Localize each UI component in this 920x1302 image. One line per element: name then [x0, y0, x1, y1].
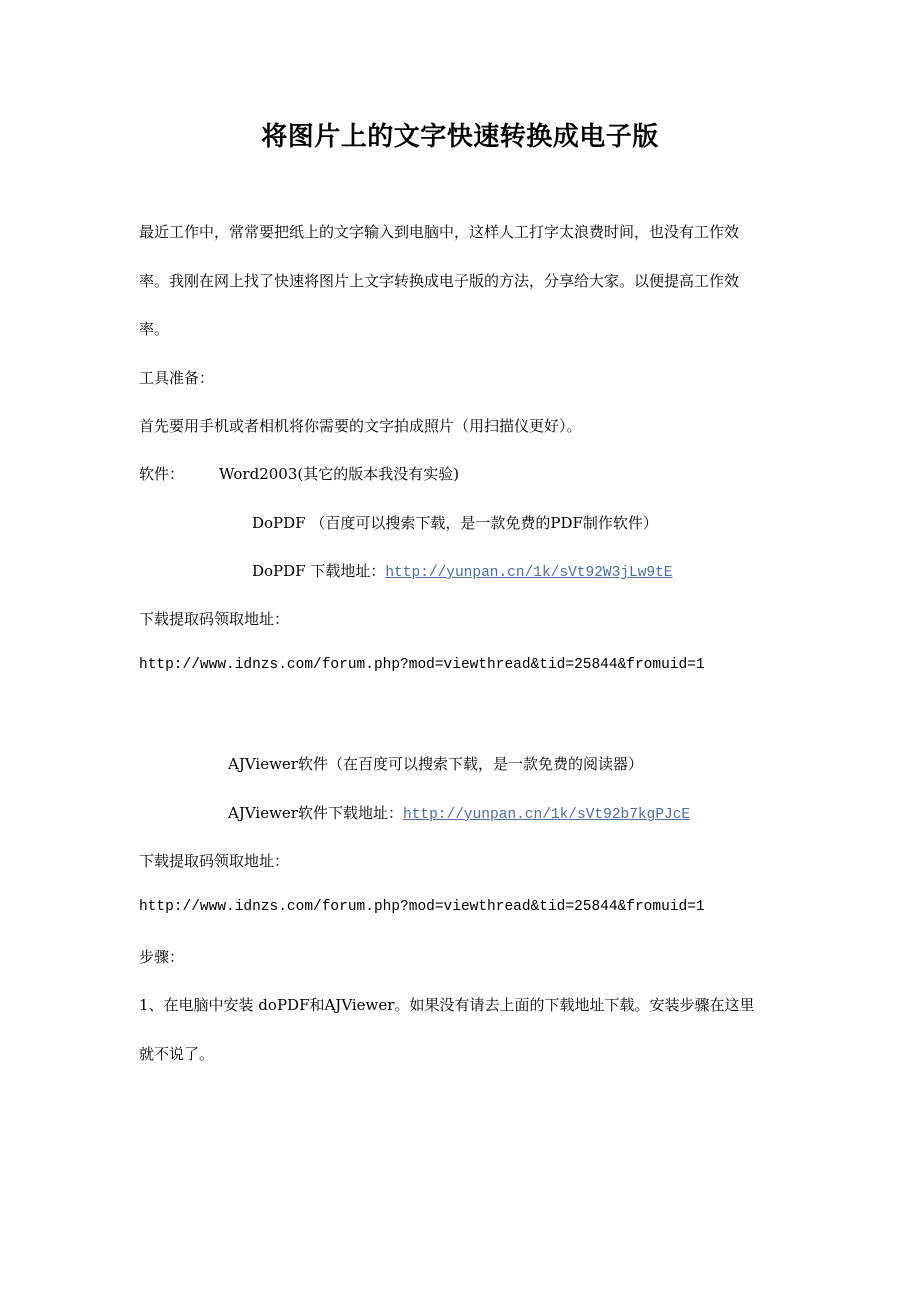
ajviewer-download-link[interactable]: http://yunpan.cn/1k/sVt92b7kgPJcE — [402, 807, 691, 823]
code-label-2: 下载提取码领取地址： — [139, 852, 290, 870]
dopdf-download-link[interactable]: http://yunpan.cn/1k/sVt92W3jLw9tE — [385, 565, 673, 581]
code-label-1: 下载提取码领取地址： — [139, 610, 290, 628]
dopdf-description: DoPDF （百度可以搜索下载，是一款免费的PDF制作软件） — [252, 514, 658, 532]
software-line — [139, 463, 460, 484]
step1-line-2: 就不说了。 — [139, 1045, 215, 1063]
tools-heading: 工具准备： — [139, 369, 215, 387]
software-label: 软件： — [139, 465, 185, 483]
ajviewer-download-label: AJViewer软件下载地址： — [228, 804, 403, 822]
software-word: Word2003(其它的版本我没有实验) — [219, 465, 460, 483]
code-url-1: http://www.idnzs.com/forum.php?mod=viewthread&tid=25844&fromuid=1 — [139, 657, 705, 673]
intro-line-2: 率。我刚在网上找了快速将图片上文字转换成电子版的方法，分享给大家。以便提高工作效 — [139, 272, 740, 290]
intro-line-1: 最近工作中，常常要把纸上的文字输入到电脑中，这样人工打字太浪费时间，也没有工作效 — [139, 223, 740, 241]
steps-heading: 步骤： — [139, 948, 185, 966]
ajviewer-description: AJViewer软件（在百度可以搜索下载，是一款免费的阅读器） — [228, 755, 643, 773]
intro-line-3: 率。 — [139, 320, 170, 338]
dopdf-download-line — [252, 560, 673, 581]
code-url-2: http://www.idnzs.com/forum.php?mod=viewthread&tid=25844&fromuid=1 — [139, 899, 705, 915]
photo-tip: 首先要用手机或者相机将你需要的文字拍成照片（用扫描仪更好）。 — [139, 417, 582, 435]
step1-line-1: 1、在电脑中安装 doPDF和AJViewer。如果没有请去上面的下载地址下载。安装步骤在这里 — [139, 996, 755, 1014]
ajviewer-download-line — [228, 802, 690, 823]
dopdf-download-label: DoPDF 下载地址： — [252, 562, 386, 580]
document-title: 将图片上的文字快速转换成电子版 — [261, 122, 659, 152]
